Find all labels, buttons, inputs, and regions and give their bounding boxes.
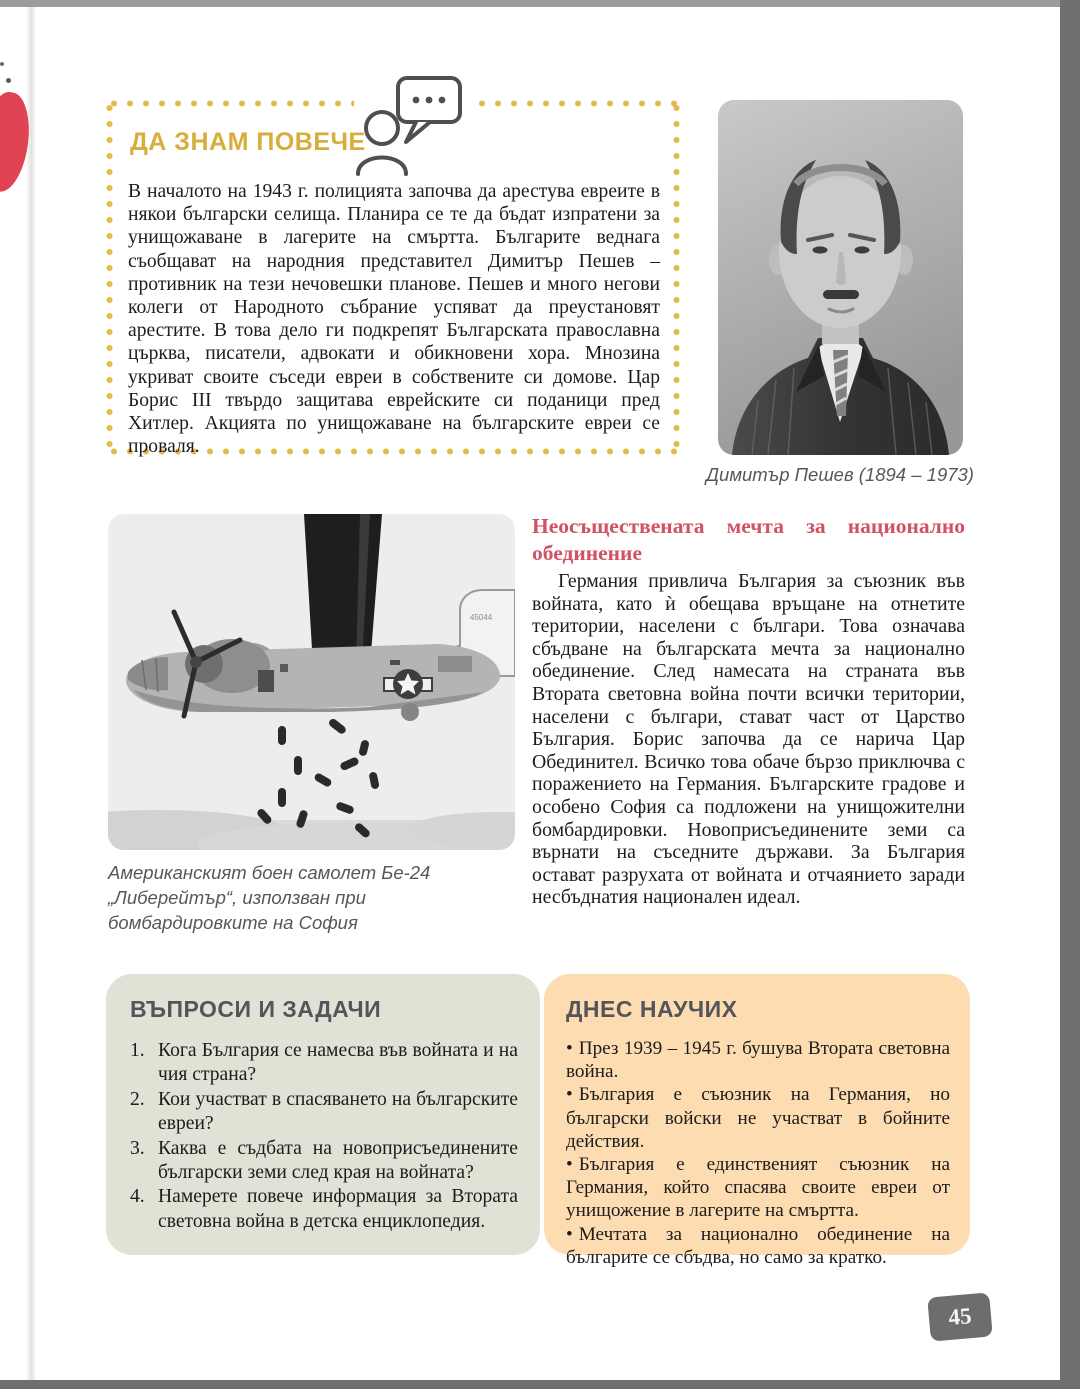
bullet-glyph: •	[566, 1154, 573, 1176]
learned-text: България е единственият съюзник на Германия, който спасява своите евреи от унищожение в лагерите на смъртта.	[566, 1154, 950, 1222]
questions-box	[106, 974, 540, 1255]
learned-item	[566, 1223, 950, 1269]
question-text: Кога България се намесва във войната и на чия страна?	[158, 1040, 518, 1086]
learned-text: България е съюзник на Германия, но български войски не участват в бойните действия.	[566, 1084, 950, 1152]
learned-list	[566, 1037, 950, 1269]
bullet-glyph: •	[566, 1084, 573, 1106]
question-number: 1.	[130, 1040, 145, 1061]
viewer-frame-right	[1060, 0, 1080, 1389]
question-item	[130, 1137, 518, 1186]
learned-item	[566, 1083, 950, 1153]
learned-item	[566, 1037, 950, 1083]
bomber-caption: Американският боен самолет Бе-24 „Либерейтър“, използван при бомбардировките на София	[108, 862, 431, 933]
learned-item	[566, 1153, 950, 1223]
person-chat-icon	[354, 70, 470, 176]
learned-box	[544, 974, 970, 1268]
peshev-portrait-image	[718, 100, 963, 455]
learned-text: Мечтата за национално обединение на българите се сбъдва, но само за кратко.	[566, 1223, 950, 1268]
know-more-title: ДА ЗНАМ ПОВЕЧЕ	[130, 128, 366, 156]
bomber-photo	[108, 514, 515, 850]
learned-title: ДНЕС НАУЧИХ	[566, 996, 738, 1022]
page-number: 45	[947, 1303, 973, 1330]
tail-number: 45044	[470, 613, 493, 622]
questions-list	[130, 1039, 518, 1234]
question-item	[130, 1088, 518, 1137]
national-dream-section	[532, 513, 965, 909]
bullet-glyph: •	[566, 1038, 573, 1059]
question-item	[130, 1039, 518, 1088]
viewer-frame-top	[0, 0, 1080, 7]
question-text: Каква е съдбата на новоприсъединените български земи след края на войната?	[158, 1137, 518, 1184]
portrait-caption: Димитър Пешев (1894 – 1973)	[706, 464, 974, 485]
learned-text: През 1939 – 1945 г. бушува Втората световна война.	[566, 1038, 950, 1083]
page-number-badge	[927, 1292, 993, 1341]
know-more-box	[106, 100, 680, 458]
question-number: 3.	[130, 1137, 145, 1159]
question-number: 2.	[130, 1088, 145, 1110]
question-text: Кои участват в спасяването на българските евреи?	[158, 1088, 518, 1135]
question-number: 4.	[130, 1186, 145, 1208]
edge-dot	[0, 62, 4, 66]
page-spine-shadow	[26, 7, 36, 1380]
question-item	[130, 1185, 518, 1234]
know-more-text: В началото на 1943 г. полицията започва да арестува евреите в някои български селища. Планира се те да бъдат изпратени за унищожаване в лагерите на смъртта. Българите веднага съобщават на народния представител Димитър Пешев – противник на тези нечовешки планове. Пешев и много негови колеги от Народното събрание успяват да преустановят арестите. В това дело ги подкрепят Българската православна църква, писатели, адвокати и обикновени хора. Мнозина укриват своите съседи евреи в собствените си домове. Цар Борис III твърдо защитава еврейските си поданици пред Хитлер. Акцията по унищожаване на българските евреи се проваля.	[128, 181, 660, 458]
edge-dot	[6, 78, 11, 83]
bullet-glyph: •	[566, 1223, 573, 1245]
questions-title: ВЪПРОСИ И ЗАДАЧИ	[130, 996, 382, 1022]
question-text: Намерете повече информация за Втората световна война в детска енциклопедия.	[158, 1186, 518, 1232]
section-body: Германия привлича България за съюзник във войната, като ѝ обещава връщане на отнетите територии, населени с българи. Това означава сбъдване на българската мечта за национално обединение. След намесата на страната във Втората световна война почти всички територии, населени с българи, стават част от Царство България. Борис започва да се нарича Цар Обединител. Всичко това обаче бързо приключва с поражението на Германия. Българските градове и особено София са подложени на унищожителни бомбардировки. Новоприсъединените земи са върнати на съседните държави. За България остават разрухата от войната и отчаянието заради несбъднатия национален идеал.	[532, 570, 965, 909]
section-heading: Неосъществената мечта за национално обединение	[532, 514, 965, 565]
viewer-frame-bottom	[0, 1380, 1080, 1389]
